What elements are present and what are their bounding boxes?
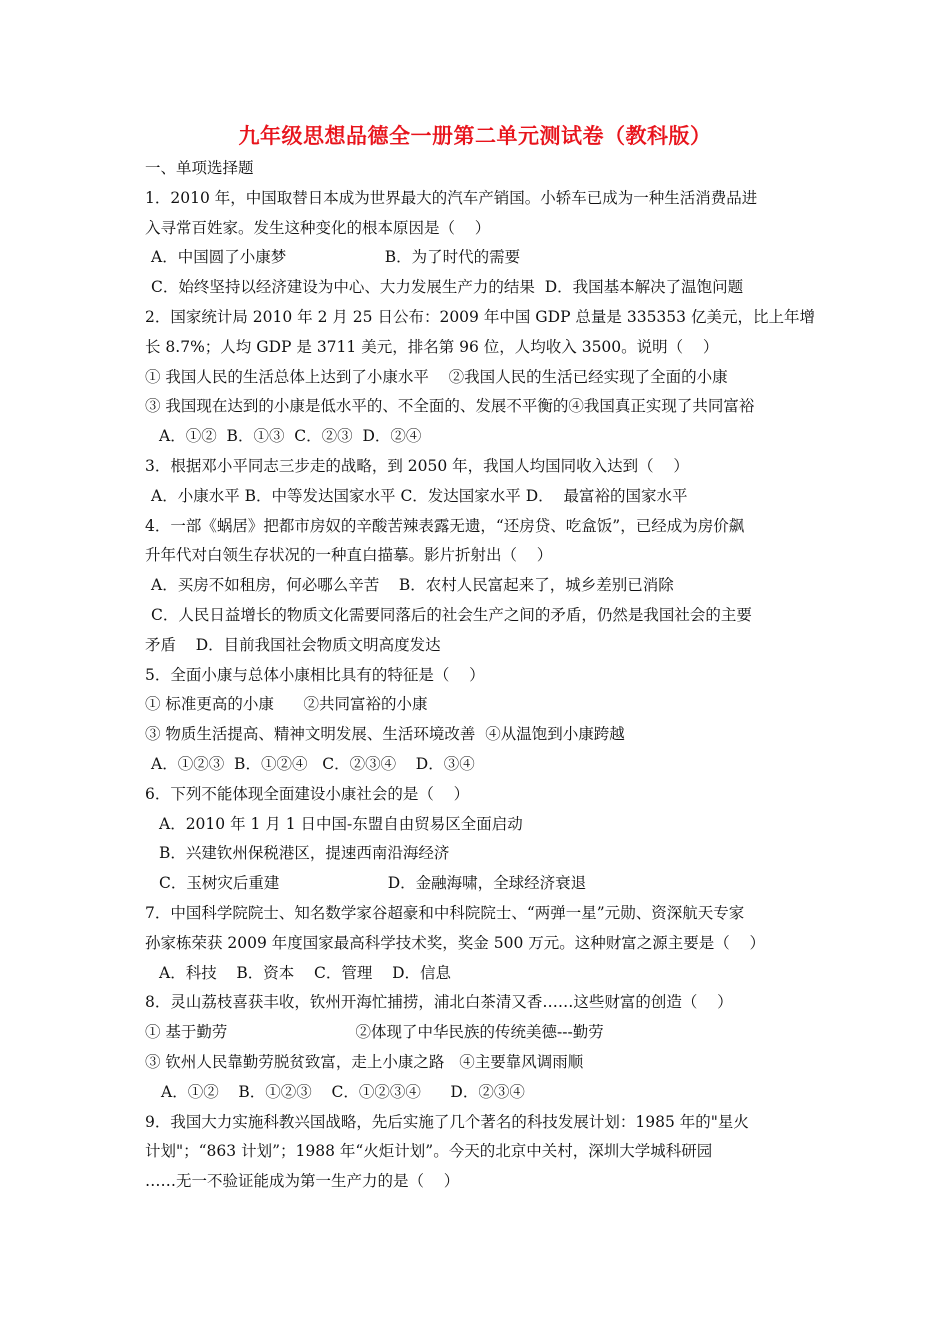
text-line: C．玉树灾后重建 D．金融海啸，全球经济衰退 bbox=[159, 874, 587, 893]
text-line: A．小康水平 B．中等发达国家水平 C．发达国家水平 D． 最富裕的国家水平 bbox=[151, 486, 688, 505]
text-line: 5．全面小康与总体小康相比具有的特征是（ ） bbox=[145, 665, 485, 684]
text-line: A．中国圆了小康梦 B．为了时代的需要 bbox=[151, 248, 521, 267]
text-line: A．科技 B．资本 C．管理 D．信息 bbox=[159, 963, 451, 982]
text-line: ① 我国人民的生活总体上达到了小康水平 ②我国人民的生活已经实现了全面的小康 bbox=[145, 367, 728, 386]
text-line: 一、单项选择题 bbox=[145, 159, 254, 177]
text-line: 矛盾 D．目前我国社会物质文明高度发达 bbox=[145, 635, 441, 654]
text-line: ③ 我国现在达到的小康是低水平的、不全面的、发展不平衡的④我国真正实现了共同富裕 bbox=[145, 397, 755, 416]
text-line: ③ 钦州人民靠勤劳脱贫致富，走上小康之路 ④主要靠风调雨顺 bbox=[145, 1052, 584, 1071]
text-line: A．①② B．①③ C．②③ D．②④ bbox=[159, 427, 422, 446]
text-line: ③ 物质生活提高、精神文明发展、生活环境改善 ④从温饱到小康跨越 bbox=[145, 725, 625, 744]
text-line: ① 基于勤劳 ②体现了中华民族的传统美德---勤劳 bbox=[145, 1023, 604, 1042]
text-line: 入寻常百姓家。发生这种变化的根本原因是（ ） bbox=[145, 218, 491, 237]
text-line: 9．我国大力实施科教兴国战略，先后实施了几个著名的科技发展计划：1985 年的"星火 bbox=[145, 1112, 749, 1131]
text-line: C．始终坚持以经济建设为中心、大力发展生产力的结果 D．我国基本解决了温饱问题 bbox=[151, 278, 744, 297]
text-line: 8．灵山荔枝喜获丰收，钦州开海忙捕捞，浦北白茶清又香……这些财富的创造（ ） bbox=[145, 993, 733, 1012]
text-line: 升年代对白领生存状况的一种直白描摹。影片折射出（ ） bbox=[145, 546, 553, 565]
text-line: 4．一部《蜗居》把都市房奴的辛酸苦辣表露无遗，“还房贷、吃盒饭”，已经成为房价飙 bbox=[145, 516, 745, 535]
text-line: A．买房不如租房，何必哪么辛苦 B．农村人民富起来了，城乡差别已消除 bbox=[151, 576, 674, 595]
text-line: B．兴建钦州保税港区，提速西南沿海经济 bbox=[159, 844, 450, 863]
text-line: A．①② B．①②③ C．①②③④ D．②③④ bbox=[161, 1082, 525, 1101]
document-title: 九年级思想品德全一册第二单元测试卷（教科版） bbox=[238, 123, 712, 148]
text-line: 1．2010 年，中国取替日本成为世界最大的汽车产销国。小轿车已成为一种生活消费品进 bbox=[145, 188, 758, 207]
text-line: 3．根据邓小平同志三步走的战略，到 2050 年，我国人均国同收入达到（ ） bbox=[145, 456, 689, 475]
text-line: C．人民日益增长的物质文化需要同落后的社会生产之间的矛盾，仍然是我国社会的主要 bbox=[151, 605, 752, 624]
text-line: ……无一不验证能成为第一生产力的是（ ） bbox=[145, 1172, 460, 1191]
text-line: ① 标准更高的小康 ②共同富裕的小康 bbox=[145, 695, 428, 714]
document-body bbox=[145, 154, 815, 1197]
text-line: 孙家栋荣获 2009 年度国家最高科学技术奖，奖金 500 万元。这种财富之源主要是（ ） bbox=[145, 933, 765, 952]
text-line: 2．国家统计局 2010 年 2 月 25 日公布：2009 年中国 GDP 总量是 335353 亿美元，比上年增 bbox=[145, 307, 815, 326]
text-line: 6．下列不能体现全面建设小康社会的是（ ） bbox=[145, 784, 470, 803]
text-line: A．①②③ B．①②④ C．②③④ D．③④ bbox=[151, 754, 475, 773]
text-line: 长 8.7%；人均 GDP 是 3711 美元，排名第 96 位，人均收入 3500。说明（ ） bbox=[145, 337, 719, 356]
text-line: 计划"；“863 计划”；1988 年“火炬计划”。今天的北京中关村，深圳大学城科研园 bbox=[145, 1142, 713, 1161]
text-line: A．2010 年 1 月 1 日中国-东盟自由贸易区全面启动 bbox=[159, 814, 523, 833]
text-line: 7．中国科学院院士、知名数学家谷超豪和中科院院士、“两弹一星”元勋、资深航天专家 bbox=[145, 903, 745, 922]
